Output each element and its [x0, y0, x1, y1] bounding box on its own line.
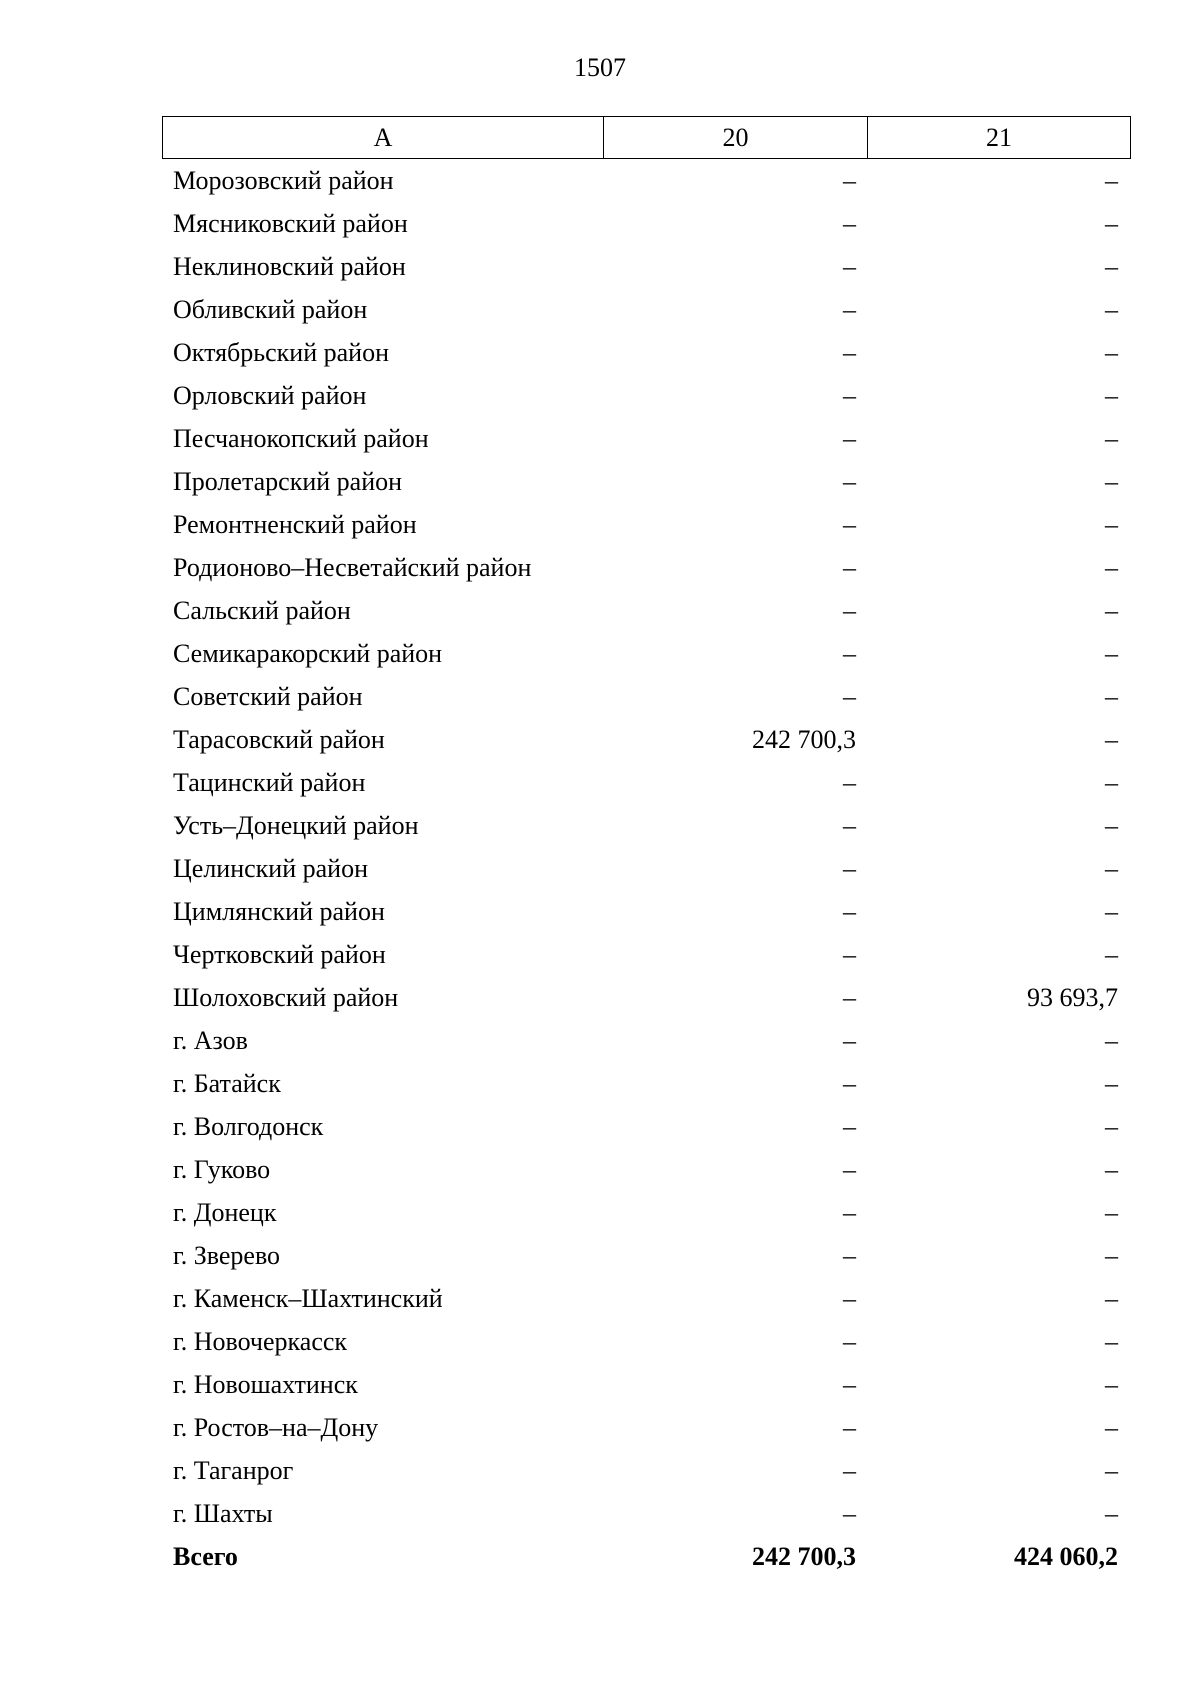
row-name: Сальский район	[173, 595, 351, 625]
table-row	[162, 890, 1131, 933]
row-value-21: –	[1105, 1068, 1118, 1098]
row-value-20: –	[843, 1412, 856, 1442]
row-value-20: –	[843, 810, 856, 840]
row-name: Усть–Донецкий район	[173, 810, 419, 840]
total-label: Всего	[173, 1541, 238, 1571]
row-name: Песчанокопский район	[173, 423, 429, 453]
column-header-20: 20	[604, 117, 868, 158]
row-value-21: –	[1105, 939, 1118, 969]
row-value-20: –	[843, 595, 856, 625]
table-row	[162, 1492, 1131, 1535]
table-row	[162, 417, 1131, 460]
row-value-21: –	[1105, 552, 1118, 582]
table-row	[162, 718, 1131, 761]
row-name: Мясниковский район	[173, 208, 408, 238]
total-value-21: 424 060,2	[1014, 1541, 1118, 1571]
row-name: г. Новошахтинск	[173, 1369, 358, 1399]
data-table	[162, 116, 1131, 1578]
row-value-20: –	[843, 1240, 856, 1270]
row-name: Чертковский район	[173, 939, 386, 969]
row-value-21: –	[1105, 380, 1118, 410]
table-row	[162, 202, 1131, 245]
row-name: Семикаракорский район	[173, 638, 443, 668]
row-name: Орловский район	[173, 380, 367, 410]
row-value-21: –	[1105, 1455, 1118, 1485]
row-name: Цимлянский район	[173, 896, 385, 926]
row-value-21: –	[1105, 208, 1118, 238]
row-value-21: –	[1105, 294, 1118, 324]
row-value-21: –	[1105, 853, 1118, 883]
row-value-20: –	[843, 509, 856, 539]
row-name: Октябрьский район	[173, 337, 389, 367]
table-row	[162, 761, 1131, 804]
row-name: Обливский район	[173, 294, 368, 324]
row-name: Целинский район	[173, 853, 368, 883]
table-row	[162, 632, 1131, 675]
table-row	[162, 1406, 1131, 1449]
row-value-21: –	[1105, 1326, 1118, 1356]
row-value-20: –	[843, 1369, 856, 1399]
row-value-21: –	[1105, 638, 1118, 668]
row-value-21: –	[1105, 724, 1118, 754]
row-name: г. Азов	[173, 1025, 248, 1055]
row-value-20: –	[843, 1498, 856, 1528]
row-name: Морозовский район	[173, 165, 394, 195]
table-row	[162, 460, 1131, 503]
page-number: 1507	[574, 53, 626, 82]
table-row	[162, 1105, 1131, 1148]
row-value-20: –	[843, 1025, 856, 1055]
table-row	[162, 245, 1131, 288]
row-name: Шолоховский район	[173, 982, 399, 1012]
table-row	[162, 1191, 1131, 1234]
table-row	[162, 1234, 1131, 1277]
table-row	[162, 1148, 1131, 1191]
total-value-20: 242 700,3	[752, 1541, 856, 1571]
row-value-20: –	[843, 337, 856, 367]
row-value-20: –	[843, 681, 856, 711]
table-header-row	[162, 116, 1131, 159]
table-row	[162, 1062, 1131, 1105]
table-row	[162, 288, 1131, 331]
row-value-20: –	[843, 208, 856, 238]
row-value-21: –	[1105, 251, 1118, 281]
table-row	[162, 589, 1131, 632]
table-row	[162, 847, 1131, 890]
row-value-21: –	[1105, 1197, 1118, 1227]
row-name: Ремонтненский район	[173, 509, 417, 539]
table-row	[162, 1019, 1131, 1062]
row-value-20: 242 700,3	[752, 724, 856, 754]
table-row	[162, 503, 1131, 546]
row-name: г. Зверево	[173, 1240, 281, 1270]
row-value-20: –	[843, 552, 856, 582]
table-row	[162, 331, 1131, 374]
table-row	[162, 1320, 1131, 1363]
table-row	[162, 1277, 1131, 1320]
row-value-20: –	[843, 380, 856, 410]
table-row	[162, 675, 1131, 718]
row-value-21: –	[1105, 337, 1118, 367]
table-row	[162, 546, 1131, 589]
row-value-20: –	[843, 1154, 856, 1184]
row-value-21: –	[1105, 1154, 1118, 1184]
row-value-21: –	[1105, 1240, 1118, 1270]
row-value-20: –	[843, 1455, 856, 1485]
row-value-20: –	[843, 638, 856, 668]
row-value-21: –	[1105, 767, 1118, 797]
row-name: г. Ростов–на–Дону	[173, 1412, 379, 1442]
row-value-21: –	[1105, 681, 1118, 711]
table-row	[162, 976, 1131, 1019]
row-value-20: –	[843, 294, 856, 324]
row-name: г. Донецк	[173, 1197, 277, 1227]
row-value-21: –	[1105, 896, 1118, 926]
table-row	[162, 159, 1131, 202]
table-row	[162, 374, 1131, 417]
row-value-21: –	[1105, 466, 1118, 496]
total-row	[162, 1535, 1131, 1578]
row-name: г. Каменск–Шахтинский	[173, 1283, 443, 1313]
row-value-20: –	[843, 853, 856, 883]
row-name: Родионово–Несветайский район	[173, 552, 532, 582]
row-value-21: –	[1105, 1111, 1118, 1141]
row-name: г. Батайск	[173, 1068, 281, 1098]
row-name: Советский район	[173, 681, 363, 711]
row-value-20: –	[843, 896, 856, 926]
row-name: Пролетарский район	[173, 466, 403, 496]
row-name: г. Шахты	[173, 1498, 273, 1528]
table-row	[162, 1363, 1131, 1406]
row-value-21: –	[1105, 595, 1118, 625]
row-name: Тарасовский район	[173, 724, 385, 754]
row-name: Неклиновский район	[173, 251, 406, 281]
row-value-20: –	[843, 939, 856, 969]
row-name: г. Новочеркасск	[173, 1326, 348, 1356]
table-row	[162, 933, 1131, 976]
row-name: г. Таганрог	[173, 1455, 294, 1485]
row-value-21: –	[1105, 423, 1118, 453]
row-value-21: –	[1105, 1498, 1118, 1528]
row-value-21: –	[1105, 509, 1118, 539]
row-value-20: –	[843, 165, 856, 195]
row-value-20: –	[843, 251, 856, 281]
row-value-21: 93 693,7	[1027, 982, 1118, 1012]
row-value-20: –	[843, 1111, 856, 1141]
row-name: г. Волгодонск	[173, 1111, 324, 1141]
column-header-21: 21	[986, 122, 1012, 152]
row-value-21: –	[1105, 1369, 1118, 1399]
row-value-21: –	[1105, 1025, 1118, 1055]
row-value-20: –	[843, 1068, 856, 1098]
table-row	[162, 804, 1131, 847]
row-name: Тацинский район	[173, 767, 366, 797]
row-value-21: –	[1105, 1283, 1118, 1313]
row-value-20: –	[843, 423, 856, 453]
row-value-20: –	[843, 1197, 856, 1227]
table-body	[162, 159, 1131, 1535]
column-header-a: А	[163, 117, 604, 158]
row-value-20: –	[843, 1283, 856, 1313]
table-row	[162, 1449, 1131, 1492]
row-value-20: –	[843, 767, 856, 797]
row-value-20: –	[843, 466, 856, 496]
row-value-21: –	[1105, 1412, 1118, 1442]
row-value-21: –	[1105, 810, 1118, 840]
row-value-20: –	[843, 1326, 856, 1356]
row-value-20: –	[843, 982, 856, 1012]
row-value-21: –	[1105, 165, 1118, 195]
row-name: г. Гуково	[173, 1154, 271, 1184]
